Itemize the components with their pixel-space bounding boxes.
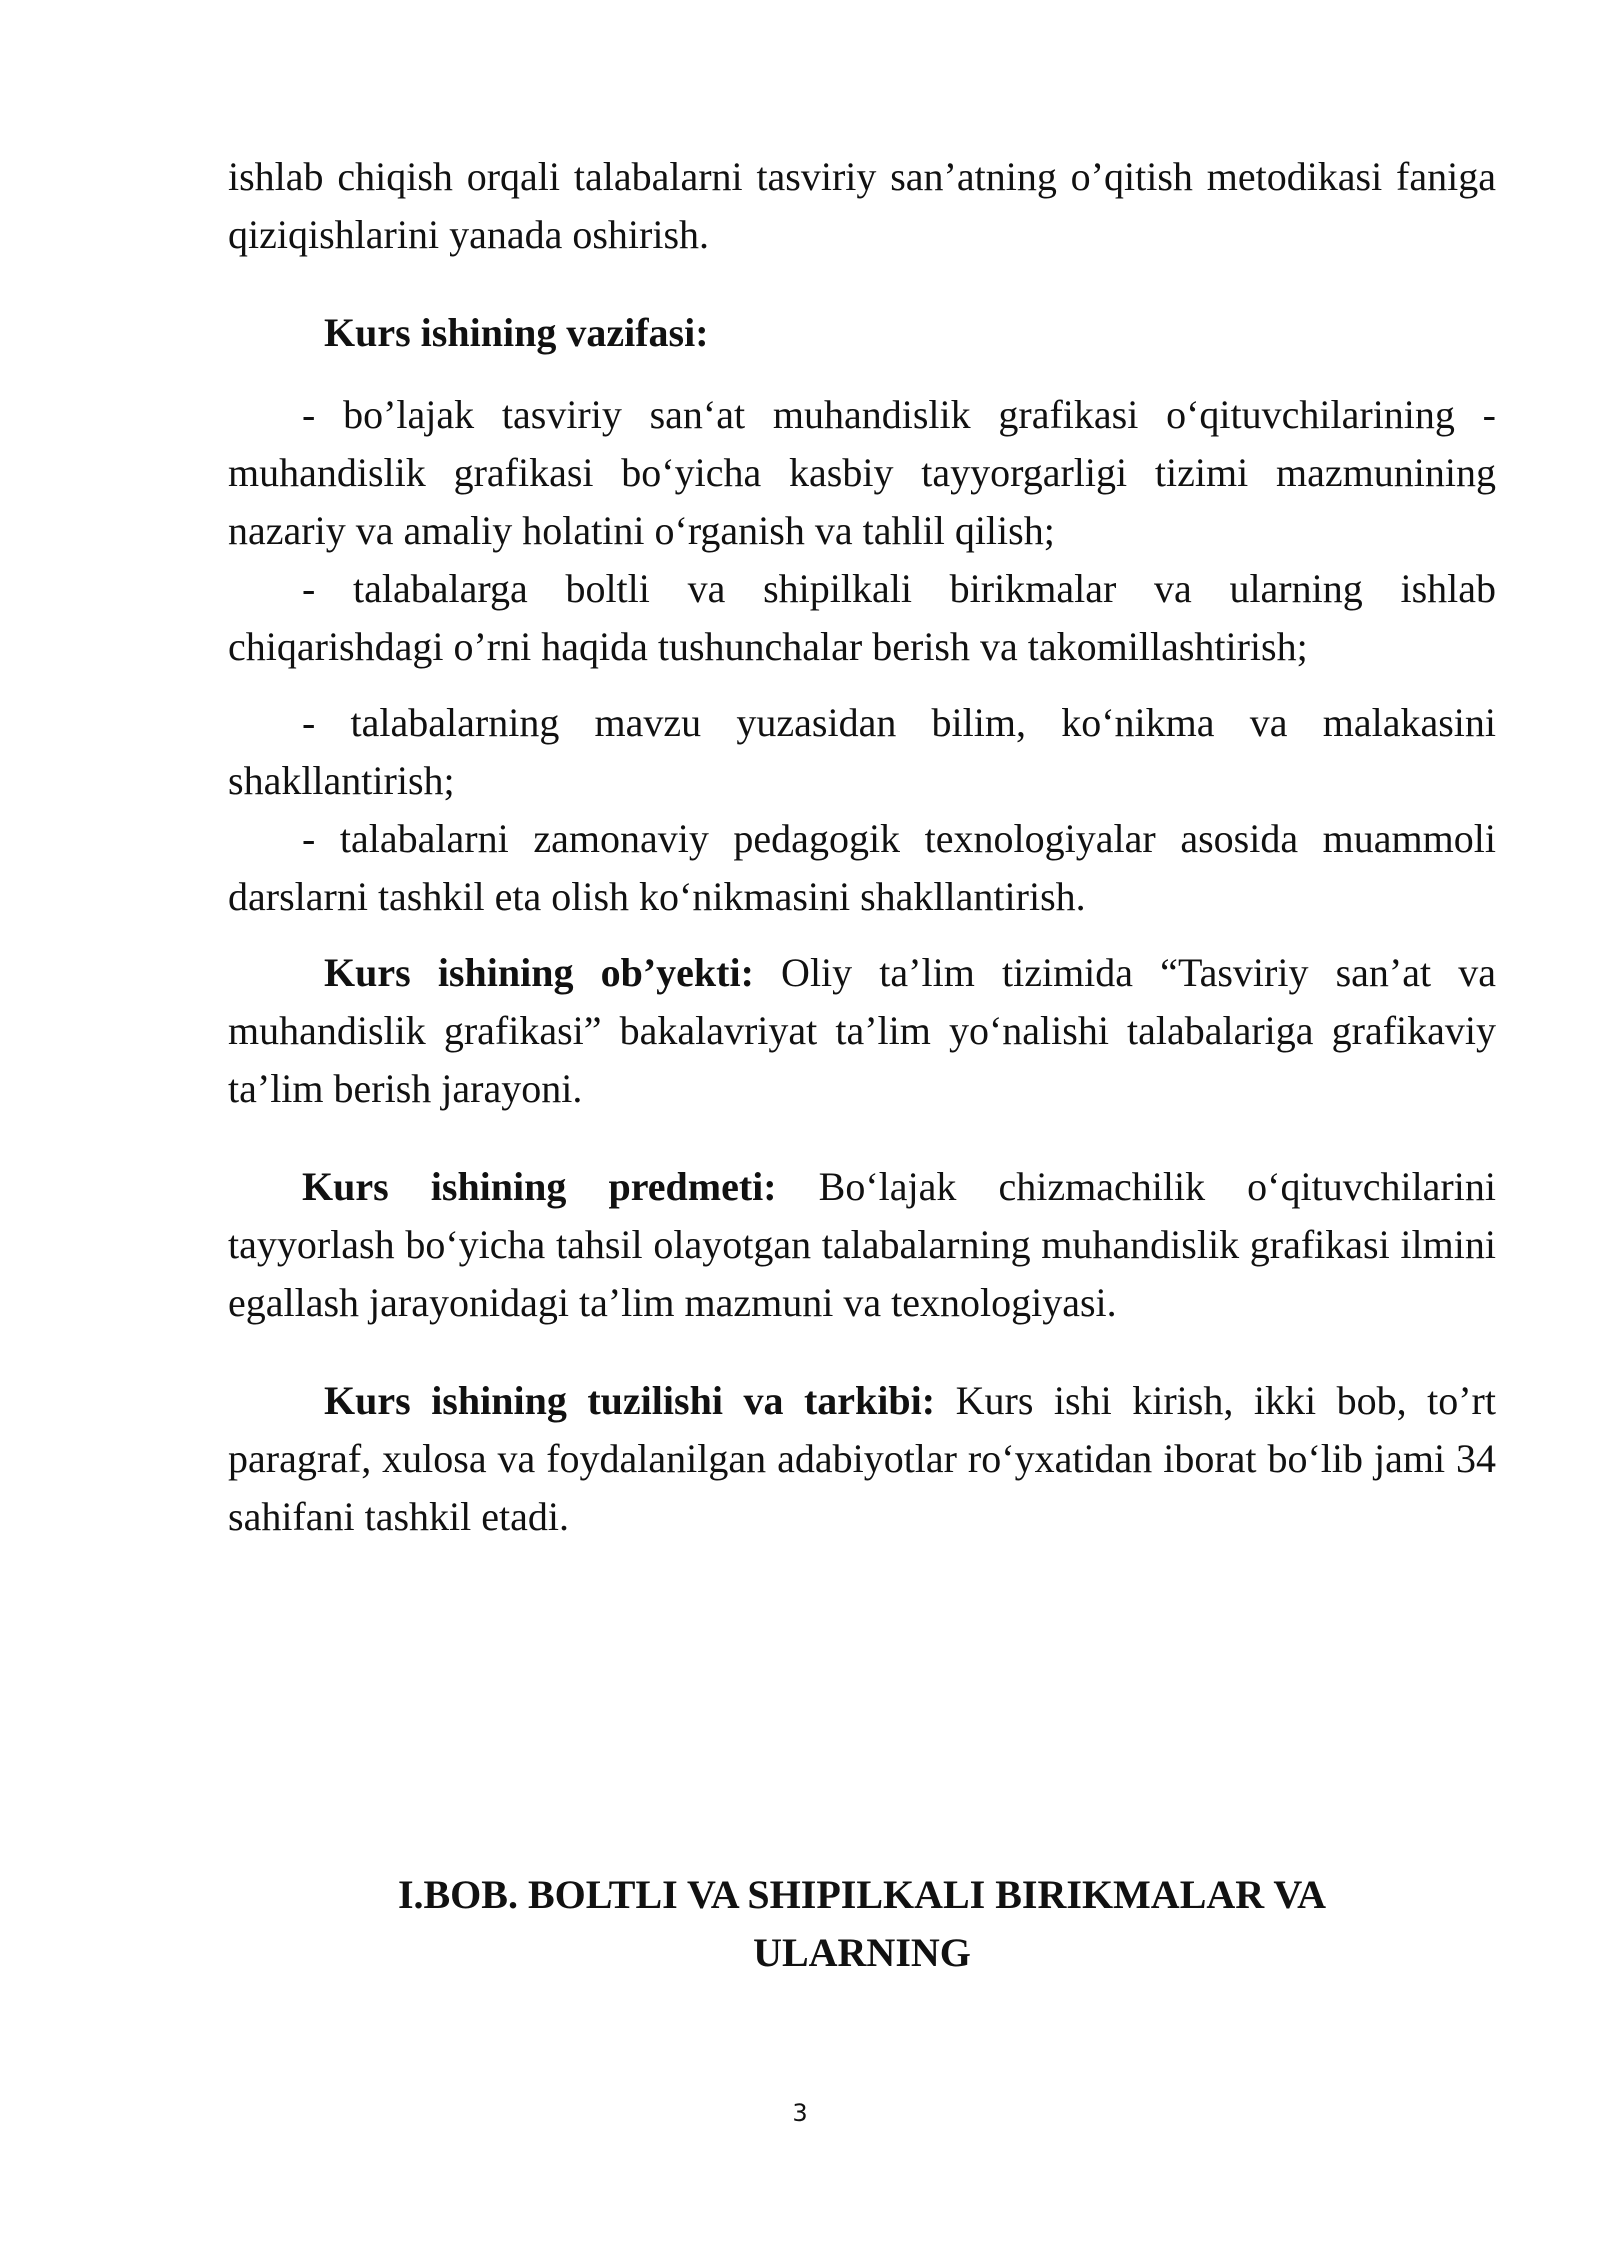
task-item-1: - bo’lajak tasviriy san‘at muhandislik grafikasi o‘qituvchilarining - muhandislik grafikasi bo‘yicha kasbiy tayyorgarligi tizimi mazmunining nazariy va amaliy holatini o‘rganish va tahlil qilish; <box>228 392 1496 553</box>
page-number: 3 <box>792 2099 808 2127</box>
tasks-heading: Kurs ishining vazifasi: <box>324 310 709 355</box>
structure-text: Kurs ishi kirish, ikki bob, to’rt paragraf, xulosa va foydalanilgan adabiyotlar ro‘yxatidan iborat bo‘lib jami 34 sahifani tashkil etadi. <box>228 1378 1496 1539</box>
intro-paragraph-tail: ishlab chiqish orqali talabalarni tasviriy san’atning o’qitish metodikasi faniga qiziqishlarini yanada oshirish. <box>228 154 1496 257</box>
subject-paragraph <box>228 1158 1496 1332</box>
task-item-3: - talabalarning mavzu yuzasidan bilim, ko‘nikma va malakasini shakllantirish; <box>228 700 1496 803</box>
document-body <box>228 148 1496 1546</box>
object-paragraph <box>228 944 1496 1118</box>
chapter-title-line-2: ULARNING <box>753 1930 971 1975</box>
task-item-4: - talabalarni zamonaviy pedagogik texnologiyalar asosida muammoli darslarni tashkil eta olish ko‘nikmasini shakllantirish. <box>228 816 1496 919</box>
chapter-title-line-1: I.BOB. BOLTLI VA SHIPILKALI BIRIKMALAR VA <box>397 1872 1327 1917</box>
object-text: Oliy ta’lim tizimida “Tasviriy san’at va muhandislik grafikasi” bakalavriyat ta’lim yo‘nalishi talabalariga grafikaviy ta’lim berish jarayoni. <box>228 950 1496 1111</box>
chapter-title <box>228 1866 1496 1982</box>
object-label: Kurs ishining ob’yekti: <box>324 950 754 995</box>
subject-text: Bo‘lajak chizmachilik o‘qituvchilarini tayyorlash bo‘yicha tahsil olayotgan talabalarning muhandislik grafikasi ilmini egallash jarayonidagi ta’lim mazmuni va texnologiyasi. <box>228 1164 1496 1325</box>
structure-label: Kurs ishining tuzilishi va tarkibi: <box>324 1378 936 1423</box>
structure-paragraph <box>228 1372 1496 1546</box>
subject-label: Kurs ishining predmeti: <box>302 1164 777 1209</box>
task-item-2: - talabalarga boltli va shipilkali birikmalar va ularning ishlab chiqarishdagi o’rni haqida tushunchalar berish va takomillashtirish; <box>228 566 1496 669</box>
